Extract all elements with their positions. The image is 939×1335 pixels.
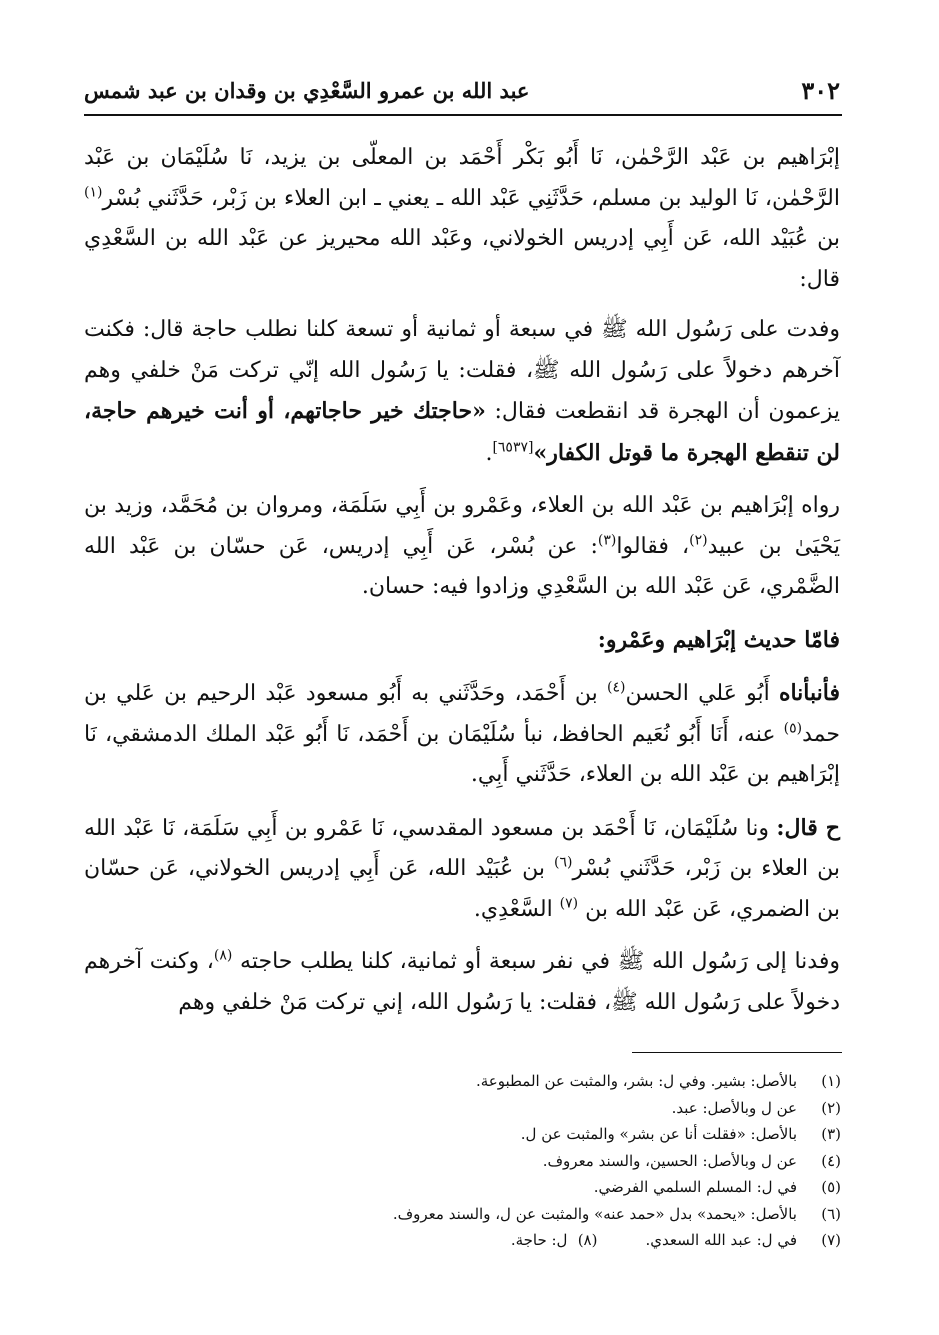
footnote-item (141, 1068, 841, 1095)
text-run: ، وكنت آخرهم دخولاً على رَسُول الله ﷺ، فقلت: يا رَسُول الله، إني تركت مَنْ خلفي وهم (84, 949, 840, 1015)
footnote-number: (١) (821, 1072, 841, 1090)
footnote-ref: (١) (84, 184, 103, 201)
running-title: عبد الله بن عمرو السَّعْدِي بن وقدان بن عبد شمس (84, 78, 530, 103)
hadith-number: [٦٥٣٧] (492, 439, 534, 456)
footnote-number: (٨) (577, 1231, 598, 1249)
footnote-item (141, 1201, 841, 1228)
footnote-item (141, 1095, 841, 1122)
text-run: بن أَحْمَد، وحَدَّثَني به أَبُو مسعود عَبْد الرحيم بن عَلي بن حمد (84, 681, 840, 747)
footnote-number: (٢) (821, 1098, 841, 1117)
text-run: أَبُو عَلي الحسن (625, 681, 779, 706)
footnote-number: (٧) (821, 1231, 841, 1249)
footnote-ref: (٣) (597, 532, 617, 549)
footnote-gap (597, 1227, 645, 1254)
footnote-text: بالأصل: «يحمد» بدل «حمد عنه» والمثبت عن ل، والسند معروف. (392, 1204, 797, 1223)
footnote-ref: (٦) (554, 854, 573, 871)
text-run: إبْرَاهيم بن عَبْد الرَّحْمٰن، نَا أَبُو بَكْر أَحْمَد بن المعلّى بن يزيد، نَا سُلَيْمَان بن عَبْد الرَّحْمٰن، نَا الوليد بن مسلم، حَدَّثَنِي عَبْد الله ـ يعني ـ ابن العلاء بن زَبْر، حَدَّثَني بُسْر (84, 145, 840, 211)
footnote-pair (141, 1227, 841, 1254)
page-number: ٣٠٢ (801, 76, 840, 105)
paragraph-chain-2 (84, 808, 840, 931)
footnote-ref: (٥) (783, 720, 803, 737)
footnote-item (141, 1174, 841, 1201)
page-header (84, 70, 840, 114)
text-run: بن عُبَيْد الله، عَن أَبِي إدريس الخولاني، عَن حسّان بن الضمري، عَن عَبْد الله بن (84, 856, 840, 922)
text-run: بن عُبَيْد الله، عَن أَبِي إدريس الخولاني، وعَبْد الله محيريز عن عَبْد الله بن السَّعْدِي قال: (84, 226, 840, 292)
footnote-item (141, 1121, 841, 1148)
footnote-text: بالأصل: بشير. وفي ل: بشر، والمثبت عن المطبوعة. (475, 1072, 797, 1090)
bold-text: فامّا حديث إبْرَاهيم وعَمْرو: (597, 626, 840, 653)
paragraph-hadith-2 (84, 942, 840, 1023)
paragraph-subheading (84, 620, 840, 662)
bold-text: فأنبأناه (778, 680, 840, 706)
footnote-text: عن ل وبالأصل: الحسين، والسند معروف. (542, 1151, 797, 1170)
main-text (84, 138, 840, 1035)
text-run: : عن بُسْر، عَن أَبِي إدريس، عَن حسّان بن عَبْد الله الضَّمْري، عَن عَبْد الله بن السَّعْدِي وزادوا فيه: حسان. (84, 533, 840, 599)
text-run: السَّعْدِي. (473, 896, 560, 922)
footnote-ref: (٢) (689, 532, 708, 549)
footnote-ref: (٨) (213, 947, 233, 964)
footnote-text: في ل: عبد الله السعدي. (645, 1231, 797, 1249)
footnotes (141, 1068, 841, 1254)
text-run: وفدنا إلى رَسُول الله ﷺ في نفر سبعة أو ثمانية، كلنا يطلب حاجته (232, 949, 840, 974)
text-run: رواه إبْرَاهيم بن عَبْد الله بن العلاء، وعَمْرو بن أَبِي سَلَمَة، ومروان بن مُحَمَّد، وزيد بن يَحْيَىٰ بن عبيد (84, 493, 840, 559)
footnote-text: بالأصل: «فقلت أنا عن بشر» والمثبت عن ل. (520, 1125, 797, 1143)
footnote-rule (632, 1052, 842, 1053)
footnote-number: (٣) (821, 1125, 841, 1143)
footnote-number: (٥) (821, 1178, 841, 1196)
paragraph-chain-1 (84, 673, 840, 796)
text-run: . (485, 440, 493, 466)
text-run: ، فقالوا (616, 533, 690, 559)
text-run: وفدت على رَسُول الله ﷺ في سبعة أو ثمانية أو تسعة كلنا نطلب حاجة قال: فكنت آخرهم دخولاً على رَسُول الله ﷺ، فقلت: يا رَسُول الله إنّي تركت مَنْ خلفي وهم يزعمون أن الهجرة قد انقطعت فقال: (84, 317, 840, 424)
footnote-number: (٤) (821, 1151, 841, 1170)
bold-text: «حاجتك خير حاجاتهم، أو أنت خيرهم حاجة، لن تنقطع الهجرة ما قوتل الكفار» (84, 398, 840, 466)
footnote-text: عن ل وبالأصل: عبد. (671, 1098, 797, 1117)
footnote-ref: (٧) (559, 895, 579, 912)
footnote-number: (٦) (821, 1204, 841, 1223)
paragraph-hadith (84, 310, 840, 474)
footnote-item (141, 1148, 841, 1175)
footnote-ref: (٤) (606, 679, 626, 696)
header-rule (84, 114, 842, 116)
paragraph-narration (84, 486, 840, 608)
footnote-text: ل: حاجة. (510, 1231, 568, 1249)
bold-text: ح قال: (776, 814, 840, 841)
text-run: ونا سُلَيْمَان، نَا أَحْمَد بن مسعود المقدسي، نَا عَمْرو بن أَبِي سَلَمَة، نَا عَبْد الله بن العلاء بن زَبْر، حَدَّثَني بُسْر (84, 815, 840, 881)
footnote-text: في ل: المسلم السلمي الفرضي. (593, 1178, 797, 1196)
paragraph-isnad (84, 138, 840, 300)
text-run: عنه، أَنَا أَبُو نُعَيم الحافظ، نبأ سُلَيْمَان بن أَحْمَد، نَا أَبُو عَبْد الملك الدمشقي، نَا إبْرَاهيم بن عَبْد الله بن العلاء، حَدَّثَني أَبِي. (84, 721, 840, 787)
